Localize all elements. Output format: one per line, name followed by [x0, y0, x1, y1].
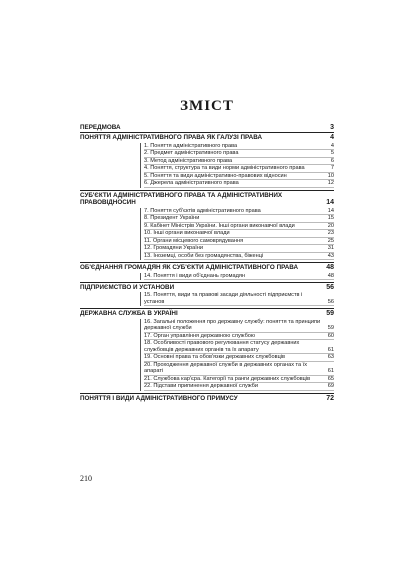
toc-item-page: 5 [330, 150, 334, 157]
toc-item-page: 60 [327, 332, 334, 339]
toc-item [144, 150, 334, 158]
toc-section-title: ОБ'ЄДНАННЯ ГРОМАДЯН ЯК СУБ'ЄКТИ АДМІНІСТРАТИВНОГО ПРАВА [80, 264, 299, 272]
table-of-contents [80, 98, 334, 402]
toc-section [80, 190, 334, 207]
toc-item [144, 173, 334, 181]
toc-section-page: 59 [326, 310, 334, 318]
toc-item-title: 17. Орган управління державною службою [144, 332, 256, 339]
toc-item-page: 25 [327, 237, 334, 244]
toc-section-title: ПІДПРИЄМСТВО И УСТАНОВИ [80, 284, 175, 292]
toc-item [144, 376, 334, 384]
toc-item [144, 158, 334, 166]
toc-item [144, 292, 334, 306]
toc-item-title: 3. Метод адміністративного права [144, 157, 233, 164]
toc-item-page: 6 [330, 157, 334, 164]
toc-section [80, 393, 334, 402]
toc-item-title: 8. Президент України [144, 215, 200, 222]
toc-item-page: 4 [330, 142, 334, 149]
toc-item-title: 14. Поняття і види об'єднань громадян [144, 272, 245, 279]
toc-item-title: 7. Поняття суб'єктів адміністративного права [144, 207, 261, 214]
toc-item [144, 238, 334, 246]
toc-item [144, 362, 334, 376]
toc-item [144, 143, 334, 151]
toc-item-page: 61 [327, 368, 334, 375]
toc-item-title: 2. Предмет адміністративного права [144, 150, 239, 157]
toc-item-title: 4. Поняття, структура та види норми адміністративного права [144, 165, 305, 172]
toc-item [144, 223, 334, 231]
toc-item [144, 230, 334, 238]
toc-section-title: ПОНЯТТЯ І ВИДИ АДМІНІСТРАТИВНОГО ПРИМУСУ [80, 394, 238, 402]
toc-item-title: 1. Поняття адміністративного права [144, 142, 238, 149]
toc-item-title: 18. Особливості правового регулювання статусу державних службовців державних органів та їх апарату [144, 340, 300, 353]
toc-item [144, 273, 334, 281]
toc-item-title: 11. Органи місцевого самоврядування [144, 237, 244, 244]
toc-item-page: 69 [327, 383, 334, 390]
toc-section-title: ПОНЯТТЯ АДМІНІСТРАТИВНОГО ПРАВА ЯК ГАЛУЗІ ПРАВА [80, 134, 263, 142]
toc-item [144, 340, 334, 354]
toc-section [80, 262, 334, 271]
toc-section-page: 56 [326, 284, 334, 292]
toc-item [144, 208, 334, 216]
toc-item-page: 63 [327, 354, 334, 361]
toc-item-page: 10 [327, 172, 334, 179]
toc-section-page: 72 [326, 394, 334, 402]
toc-items [140, 143, 334, 188]
toc-item-title: 5. Поняття та види адміністративно-правових відносин [144, 172, 287, 179]
toc-item-title: 13. Іноземці, особи без громадянства, біженці [144, 252, 264, 259]
toc-item [144, 245, 334, 253]
toc-item-page: 7 [330, 165, 334, 172]
toc-item-page: 23 [327, 230, 334, 237]
toc-item-title: 22. Підстави припинення державної служби [144, 383, 258, 390]
toc-section [80, 282, 334, 291]
page-title: ЗМІСТ [180, 98, 234, 114]
toc-items [140, 273, 334, 281]
toc-item-page: 48 [327, 272, 334, 279]
toc-section-page: 14 [326, 199, 334, 207]
toc-item-title: 12. Громадяни України [144, 245, 204, 252]
toc-section [80, 308, 334, 317]
toc-item [144, 333, 334, 341]
toc-item [144, 383, 334, 391]
toc-item-page: 20 [327, 222, 334, 229]
toc-section-title: ДЕРЖАВНА СЛУЖБА В УКРАЇНІ [80, 310, 178, 318]
toc-item-title: 19. Основні права та обов'язки державних службовців [144, 354, 286, 361]
toc-section-title: СУБ'ЄКТИ АДМІНІСТРАТИВНОГО ПРАВА ТА АДМІНІСТРАТИВНИХ ПРАВОВІДНОСИН [80, 191, 283, 207]
toc-item-page: 43 [327, 252, 334, 259]
toc-section-page: 48 [326, 264, 334, 272]
toc-list [80, 123, 334, 402]
toc-section [80, 123, 334, 131]
toc-item [144, 253, 334, 261]
toc-item [144, 319, 334, 333]
toc-item-page: 14 [327, 207, 334, 214]
toc-item [144, 165, 334, 173]
toc-item-page: 61 [327, 346, 334, 353]
toc-section-page: 3 [330, 124, 334, 131]
toc-item [144, 354, 334, 362]
toc-item-title: 10. Інші органи виконавчої влади [144, 230, 230, 237]
toc-item-page: 65 [327, 375, 334, 382]
toc-item-page: 31 [327, 245, 334, 252]
toc-item-title: 6. Джерела адміністративного права [144, 180, 239, 187]
toc-item [144, 215, 334, 223]
toc-item-page: 59 [327, 325, 334, 332]
toc-items [140, 319, 334, 391]
toc-item-page: 15 [327, 215, 334, 222]
toc-item-title: 16. Загальні положення про державну службу: поняття та принципи державної служби [144, 318, 321, 332]
toc-section-title: ПЕРЕДМОВА [80, 124, 121, 131]
toc-item-page: 56 [327, 298, 334, 305]
toc-section [80, 132, 334, 141]
toc-item-title: 20. Проходження державної служби в державних органах та їх апараті [144, 361, 308, 375]
toc-items [140, 208, 334, 261]
toc-item [144, 180, 334, 188]
toc-item-title: 21. Службова кар'єра. Категорії та ранги державних службовців [144, 375, 311, 382]
toc-item-title: 9. Кабінет Міністрів України. Інші органи виконавчої влади [144, 222, 295, 229]
toc-section-page: 4 [330, 134, 334, 142]
toc-item-title: 15. Поняття, види та правові засади діяльності підприємств і установ [144, 292, 303, 305]
toc-items [140, 292, 334, 306]
toc-item-page: 12 [327, 180, 334, 187]
page-number: 210 [80, 474, 92, 483]
